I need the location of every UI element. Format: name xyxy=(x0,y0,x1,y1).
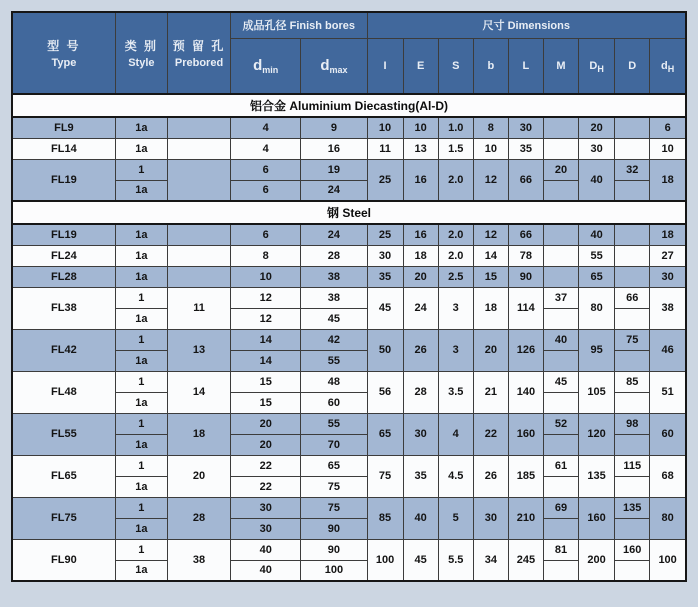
cell-dmin-2: 12 xyxy=(231,308,301,329)
cell-D xyxy=(615,245,650,266)
cell-dH: 80 xyxy=(650,497,686,539)
cell-dH: 18 xyxy=(650,159,686,201)
cell-dmin-1: 6 xyxy=(231,159,301,180)
cell-dmin-1: 20 xyxy=(231,413,301,434)
cell-L: 78 xyxy=(508,245,543,266)
cell-dmax-2: 100 xyxy=(301,560,367,581)
cell-D xyxy=(615,266,650,287)
cell-prebored: 18 xyxy=(167,413,230,455)
cell-D: 98 xyxy=(615,413,650,434)
cell-prebored: 13 xyxy=(167,329,230,371)
cell-L: 30 xyxy=(508,117,543,138)
cell-DH: 65 xyxy=(579,266,615,287)
table-row-st-fl48-1 xyxy=(12,371,686,392)
cell-style-2: 1a xyxy=(115,476,167,497)
cell-dH: 6 xyxy=(650,117,686,138)
cell-L: 140 xyxy=(508,371,543,413)
cell-type: FL14 xyxy=(12,138,115,159)
cell-type: FL9 xyxy=(12,117,115,138)
cell-dmax: 28 xyxy=(301,245,367,266)
cell-dmin-1: 40 xyxy=(231,539,301,560)
cell-prebored xyxy=(167,266,230,287)
cell-style-1: 1 xyxy=(115,455,167,476)
cell-I: 85 xyxy=(367,497,403,539)
cell-D-lower xyxy=(615,560,650,581)
header-row-groups xyxy=(12,12,686,38)
cell-prebored: 11 xyxy=(167,287,230,329)
cell-D: 66 xyxy=(615,287,650,308)
cell-dH: 38 xyxy=(650,287,686,329)
cell-D-lower xyxy=(615,476,650,497)
col-header-style xyxy=(115,12,167,94)
cell-L: 90 xyxy=(508,266,543,287)
cell-M: 52 xyxy=(543,413,578,434)
cell-type: FL55 xyxy=(12,413,115,455)
table-row-st-fl28 xyxy=(12,266,686,287)
cell-dmax-1: 55 xyxy=(301,413,367,434)
cell-dmax-2: 90 xyxy=(301,518,367,539)
cell-dH: 68 xyxy=(650,455,686,497)
cell-style: 1a xyxy=(115,138,167,159)
cell-DH: 20 xyxy=(579,117,615,138)
cell-E: 18 xyxy=(403,245,438,266)
cell-M xyxy=(543,266,578,287)
cell-M xyxy=(543,117,578,138)
cell-E: 24 xyxy=(403,287,438,329)
cell-I: 45 xyxy=(367,287,403,329)
col-header-prebored-zh: 预 留 孔 xyxy=(172,39,226,53)
cell-E: 45 xyxy=(403,539,438,581)
col-header-dmax: $d_{max}$ xyxy=(301,38,367,94)
cell-E: 26 xyxy=(403,329,438,371)
cell-dmax-1: 90 xyxy=(301,539,367,560)
cell-prebored: 28 xyxy=(167,497,230,539)
table-row-st-fl90-1 xyxy=(12,539,686,560)
col-header-prebored xyxy=(167,12,230,94)
cell-b: 30 xyxy=(473,497,508,539)
cell-dmin: 10 xyxy=(231,266,301,287)
cell-I: 30 xyxy=(367,245,403,266)
cell-style-1: 1 xyxy=(115,371,167,392)
cell-E: 13 xyxy=(403,138,438,159)
cell-D-lower xyxy=(615,350,650,371)
cell-I: 25 xyxy=(367,159,403,201)
cell-D-lower xyxy=(615,180,650,201)
cell-dmax-2: 75 xyxy=(301,476,367,497)
cell-type: FL19 xyxy=(12,159,115,201)
cell-dmax-2: 70 xyxy=(301,434,367,455)
table-row-al-fl19-1 xyxy=(12,159,686,180)
cell-dmax: 9 xyxy=(301,117,367,138)
cell-dmax-1: 48 xyxy=(301,371,367,392)
cell-dmin-1: 30 xyxy=(231,497,301,518)
cell-dmax-1: 65 xyxy=(301,455,367,476)
cell-S: 2.0 xyxy=(438,245,473,266)
cell-type: FL19 xyxy=(12,224,115,245)
cell-b: 18 xyxy=(473,287,508,329)
cell-M xyxy=(543,224,578,245)
cell-M xyxy=(543,245,578,266)
col-header-prebored-en: Prebored xyxy=(174,57,224,69)
cell-L: 160 xyxy=(508,413,543,455)
col-header-type xyxy=(12,12,115,94)
table-row-al-fl14 xyxy=(12,138,686,159)
cell-DH: 55 xyxy=(579,245,615,266)
cell-I: 35 xyxy=(367,266,403,287)
cell-M: 45 xyxy=(543,371,578,392)
cell-dH: 46 xyxy=(650,329,686,371)
cell-type: FL28 xyxy=(12,266,115,287)
cell-dmin-2: 40 xyxy=(231,560,301,581)
cell-M: 20 xyxy=(543,159,578,180)
cell-DH: 105 xyxy=(579,371,615,413)
table-row-al-fl9 xyxy=(12,117,686,138)
cell-style: 1a xyxy=(115,224,167,245)
cell-E: 30 xyxy=(403,413,438,455)
cell-S: 2.5 xyxy=(438,266,473,287)
cell-M: 69 xyxy=(543,497,578,518)
cell-dmin-1: 12 xyxy=(231,287,301,308)
cell-dH: 18 xyxy=(650,224,686,245)
cell-S: 1.5 xyxy=(438,138,473,159)
cell-style: 1a xyxy=(115,245,167,266)
cell-M-lower xyxy=(543,308,578,329)
cell-S: 1.0 xyxy=(438,117,473,138)
cell-L: 245 xyxy=(508,539,543,581)
cell-b: 34 xyxy=(473,539,508,581)
cell-dmax: 24 xyxy=(301,224,367,245)
cell-dmin: 6 xyxy=(231,224,301,245)
cell-dmax: 16 xyxy=(301,138,367,159)
cell-E: 28 xyxy=(403,371,438,413)
cell-b: 20 xyxy=(473,329,508,371)
cell-b: 14 xyxy=(473,245,508,266)
cell-style: 1a xyxy=(115,266,167,287)
cell-E: 35 xyxy=(403,455,438,497)
cell-dmin-1: 22 xyxy=(231,455,301,476)
cell-M: 81 xyxy=(543,539,578,560)
cell-S: 5 xyxy=(438,497,473,539)
cell-dmin-2: 22 xyxy=(231,476,301,497)
cell-D: 75 xyxy=(615,329,650,350)
cell-L: 210 xyxy=(508,497,543,539)
cell-style: 1a xyxy=(115,117,167,138)
cell-dmin: 4 xyxy=(231,117,301,138)
cell-E: 10 xyxy=(403,117,438,138)
cell-DH: 40 xyxy=(579,159,615,201)
cell-L: 66 xyxy=(508,159,543,201)
cell-dmax-1: 42 xyxy=(301,329,367,350)
cell-M-lower xyxy=(543,350,578,371)
cell-b: 22 xyxy=(473,413,508,455)
col-header-L: L xyxy=(508,38,543,94)
col-group-dimensions: 尺寸 Dimensions xyxy=(367,12,686,38)
cell-L: 126 xyxy=(508,329,543,371)
col-group-finish-bores: 成品孔径 Finish bores xyxy=(231,12,367,38)
cell-E: 20 xyxy=(403,266,438,287)
cell-S: 3 xyxy=(438,287,473,329)
cell-M-lower xyxy=(543,476,578,497)
cell-DH: 200 xyxy=(579,539,615,581)
cell-type: FL24 xyxy=(12,245,115,266)
cell-M-lower xyxy=(543,180,578,201)
cell-dH: 30 xyxy=(650,266,686,287)
cell-D-lower xyxy=(615,434,650,455)
cell-L: 185 xyxy=(508,455,543,497)
cell-b: 12 xyxy=(473,159,508,201)
cell-M xyxy=(543,138,578,159)
cell-prebored: 14 xyxy=(167,371,230,413)
cell-S: 4.5 xyxy=(438,455,473,497)
cell-dmin-1: 14 xyxy=(231,329,301,350)
cell-style-2: 1a xyxy=(115,350,167,371)
cell-dH: 27 xyxy=(650,245,686,266)
cell-S: 3 xyxy=(438,329,473,371)
cell-style-1: 1 xyxy=(115,329,167,350)
col-header-dmin: $d_{min}$ xyxy=(231,38,301,94)
cell-type: FL75 xyxy=(12,497,115,539)
cell-S: 2.0 xyxy=(438,224,473,245)
cell-style-2: 1a xyxy=(115,560,167,581)
cell-S: 3.5 xyxy=(438,371,473,413)
cell-type: FL90 xyxy=(12,539,115,581)
cell-b: 21 xyxy=(473,371,508,413)
table-row-st-fl65-1 xyxy=(12,455,686,476)
cell-D xyxy=(615,117,650,138)
cell-M-lower xyxy=(543,434,578,455)
cell-dmin-1: 15 xyxy=(231,371,301,392)
cell-M: 37 xyxy=(543,287,578,308)
cell-prebored xyxy=(167,138,230,159)
cell-dmax-2: 55 xyxy=(301,350,367,371)
col-header-I: I xyxy=(367,38,403,94)
section-band-aluminium xyxy=(12,94,686,117)
col-header-E: E xyxy=(403,38,438,94)
col-header-style-zh: 类 别 xyxy=(124,39,159,53)
col-header-type-en: Type xyxy=(51,57,77,69)
col-header-S: S xyxy=(438,38,473,94)
cell-b: 12 xyxy=(473,224,508,245)
col-header-D: D xyxy=(615,38,650,94)
cell-dH: 60 xyxy=(650,413,686,455)
cell-S: 2.0 xyxy=(438,159,473,201)
cell-type: FL65 xyxy=(12,455,115,497)
col-header-M: M xyxy=(543,38,578,94)
cell-prebored: 38 xyxy=(167,539,230,581)
cell-dmin-2: 6 xyxy=(231,180,301,201)
cell-DH: 120 xyxy=(579,413,615,455)
cell-dH: 100 xyxy=(650,539,686,581)
cell-M-lower xyxy=(543,560,578,581)
cell-dmin-2: 14 xyxy=(231,350,301,371)
cell-dmin: 8 xyxy=(231,245,301,266)
section-band-steel xyxy=(12,201,686,224)
col-header-DH: $D_H$ xyxy=(579,38,615,94)
cell-S: 5.5 xyxy=(438,539,473,581)
cell-DH: 135 xyxy=(579,455,615,497)
cell-D-lower xyxy=(615,392,650,413)
cell-E: 16 xyxy=(403,159,438,201)
cell-DH: 95 xyxy=(579,329,615,371)
cell-style-1: 1 xyxy=(115,539,167,560)
cell-style-1: 1 xyxy=(115,159,167,180)
cell-style-1: 1 xyxy=(115,497,167,518)
cell-dmin-2: 20 xyxy=(231,434,301,455)
cell-I: 11 xyxy=(367,138,403,159)
table-row-st-fl38-1 xyxy=(12,287,686,308)
cell-dmax-1: 38 xyxy=(301,287,367,308)
spec-table xyxy=(11,11,687,582)
col-header-b: b xyxy=(473,38,508,94)
cell-prebored xyxy=(167,245,230,266)
cell-D: 115 xyxy=(615,455,650,476)
cell-M: 40 xyxy=(543,329,578,350)
cell-DH: 40 xyxy=(579,224,615,245)
cell-dH: 51 xyxy=(650,371,686,413)
cell-D xyxy=(615,224,650,245)
cell-DH: 80 xyxy=(579,287,615,329)
cell-D-lower xyxy=(615,518,650,539)
cell-D: 160 xyxy=(615,539,650,560)
cell-dmax-1: 75 xyxy=(301,497,367,518)
cell-style-2: 1a xyxy=(115,308,167,329)
cell-b: 8 xyxy=(473,117,508,138)
cell-E: 16 xyxy=(403,224,438,245)
cell-L: 35 xyxy=(508,138,543,159)
cell-b: 15 xyxy=(473,266,508,287)
cell-M-lower xyxy=(543,392,578,413)
cell-prebored xyxy=(167,159,230,201)
cell-dmin-2: 15 xyxy=(231,392,301,413)
cell-DH: 160 xyxy=(579,497,615,539)
section-title-steel: 钢 Steel xyxy=(12,201,686,224)
cell-I: 65 xyxy=(367,413,403,455)
cell-I: 10 xyxy=(367,117,403,138)
cell-dmax: 38 xyxy=(301,266,367,287)
cell-style-2: 1a xyxy=(115,518,167,539)
cell-style-1: 1 xyxy=(115,413,167,434)
cell-M: 61 xyxy=(543,455,578,476)
cell-D: 85 xyxy=(615,371,650,392)
table-row-st-fl75-1 xyxy=(12,497,686,518)
cell-L: 66 xyxy=(508,224,543,245)
col-header-style-en: Style xyxy=(128,57,155,69)
cell-dmax-1: 19 xyxy=(301,159,367,180)
cell-D xyxy=(615,138,650,159)
cell-style-2: 1a xyxy=(115,180,167,201)
cell-D-lower xyxy=(615,308,650,329)
cell-type: FL38 xyxy=(12,287,115,329)
cell-dmin: 4 xyxy=(231,138,301,159)
cell-dmax-2: 45 xyxy=(301,308,367,329)
section-title-aluminium: 铝合金 Aluminium Diecasting(Al-D) xyxy=(12,94,686,117)
table-row-st-fl42-1 xyxy=(12,329,686,350)
cell-M-lower xyxy=(543,518,578,539)
cell-DH: 30 xyxy=(579,138,615,159)
cell-dmax-2: 24 xyxy=(301,180,367,201)
cell-S: 4 xyxy=(438,413,473,455)
cell-E: 40 xyxy=(403,497,438,539)
cell-style-2: 1a xyxy=(115,392,167,413)
cell-dmax-2: 60 xyxy=(301,392,367,413)
cell-I: 25 xyxy=(367,224,403,245)
cell-dH: 10 xyxy=(650,138,686,159)
col-header-dH: $d_H$ xyxy=(650,38,686,94)
table-row-st-fl55-1 xyxy=(12,413,686,434)
cell-I: 50 xyxy=(367,329,403,371)
table-row-st-fl19 xyxy=(12,224,686,245)
col-header-type-zh: 型 号 xyxy=(47,39,81,53)
cell-I: 75 xyxy=(367,455,403,497)
cell-D: 135 xyxy=(615,497,650,518)
cell-dmin-2: 30 xyxy=(231,518,301,539)
cell-b: 26 xyxy=(473,455,508,497)
cell-prebored: 20 xyxy=(167,455,230,497)
table-row-st-fl24 xyxy=(12,245,686,266)
cell-I: 100 xyxy=(367,539,403,581)
cell-style-2: 1a xyxy=(115,434,167,455)
cell-type: FL42 xyxy=(12,329,115,371)
cell-type: FL48 xyxy=(12,371,115,413)
cell-prebored xyxy=(167,224,230,245)
cell-prebored xyxy=(167,117,230,138)
cell-b: 10 xyxy=(473,138,508,159)
cell-style-1: 1 xyxy=(115,287,167,308)
cell-L: 114 xyxy=(508,287,543,329)
cell-I: 56 xyxy=(367,371,403,413)
cell-D: 32 xyxy=(615,159,650,180)
